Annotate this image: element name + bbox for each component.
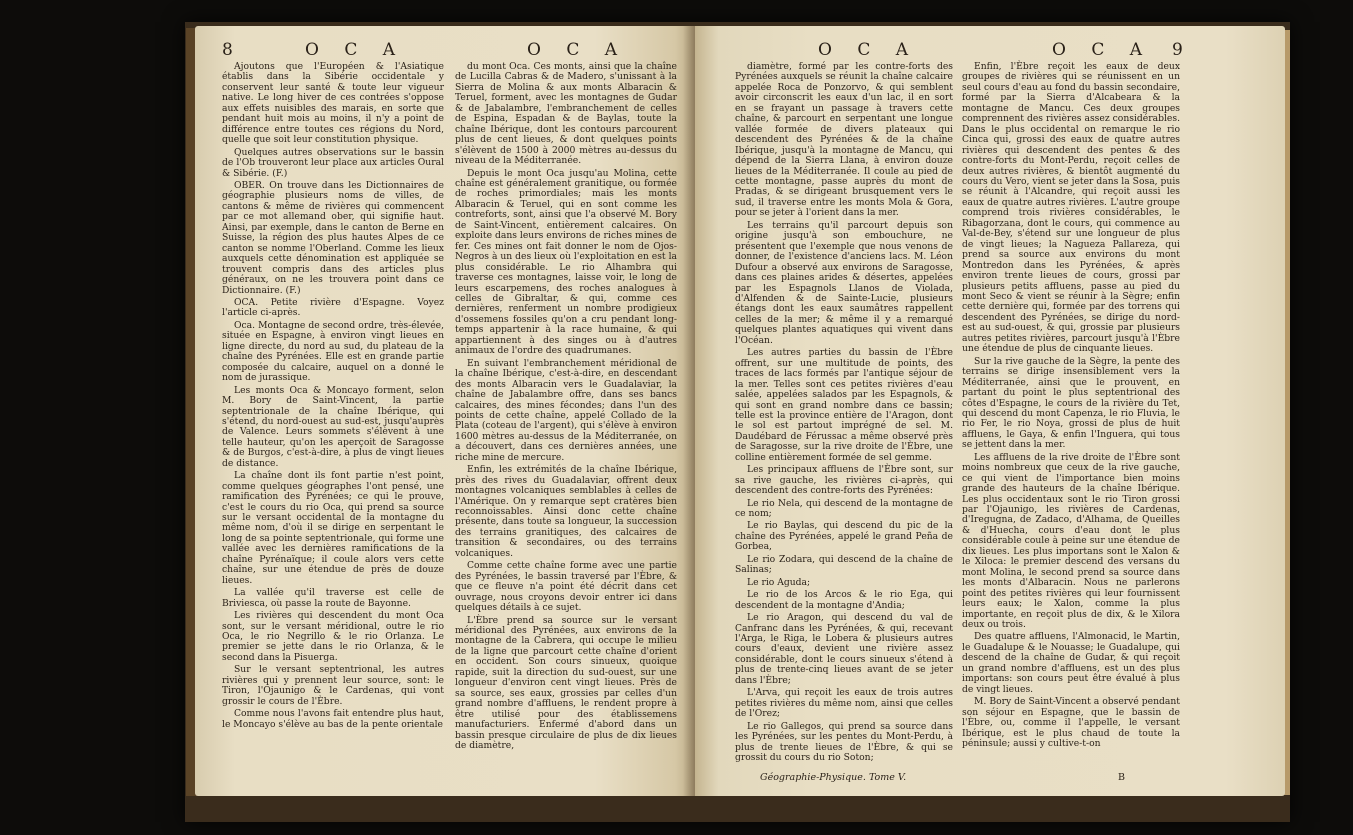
paragraph: Comme nous l'avons fait entendre plus haut, le Moncayo s'élève au bas de la pente orientale xyxy=(222,708,444,730)
left-column-2 xyxy=(455,62,677,753)
paragraph: L'Arva, qui reçoit les eaux de trois autres petites rivières du même nom, ainsi que celles de l'Orez; xyxy=(735,687,953,720)
paragraph: Ajoutons que l'Européen & l'Asiatique établis dans la Sibérie occidentale y conservent leur santé & toute leur vigueur native. Le long hiver de ces contrées s'oppose aux effets nuisibles des marais, en sorte que pendant huit mois au moins, il n'y a point de différence entre toutes ces régions du Nord, quelle que soit leur constitution physique. xyxy=(222,61,444,146)
right-column-1 xyxy=(735,62,953,765)
paragraph: Le rio de los Arcos & le rio Ega, qui descendent de la montagne d'Andia; xyxy=(735,589,953,611)
right-column-2 xyxy=(962,62,1180,751)
page-footer-title: Géographie-Physique. Tome V. xyxy=(760,772,907,783)
paragraph: Le rio Gallegos, qui prend sa source dans les Pyrénées, sur les pentes du Mont-Perdu, à plus de trente lieues de l'Èbre, & qui se grossit du cours du rio Soton; xyxy=(735,720,953,763)
paragraph: Les rivières qui descendent du mont Oca sont, sur le versant méridional, outre le rio Oca, le rio Negrillo & le rio Orlanza. Le premier se jette dans le rio Orlanza, & le second dans la Pisuerga. xyxy=(222,610,444,663)
right-heading-1: O C A xyxy=(818,40,919,60)
paragraph: Les monts Oca & Moncayo forment, selon M. Bory de Saint-Vincent, la partie septentrionale de la chaîne Ibérique, qui s'étend, du nord-ouest au sud-est, jusqu'auprès de Valence. Leurs sommets s'élèvent à une telle hauteur, qu'on les aperçoit de Saragosse & de Burgos, c'est-à-dire, à plus de vingt lieues de distance. xyxy=(222,384,444,469)
right-page-number: 9 xyxy=(1172,40,1183,60)
paragraph: Quelques autres observations sur le bassin de l'Ob trouveront leur place aux articles Oural & Sibérie. (F.) xyxy=(222,146,444,179)
paragraph: OCA. Petite rivière d'Espagne. Voyez l'article ci-après. xyxy=(222,296,444,319)
paragraph: M. Bory de Saint-Vincent a observé pendant son séjour en Espagne, que le bassin de l'Èbre, ou, comme il l'appelle, le versant Ibérique, est le plus chaud de toute la péninsule; aussi y cultive-t-on xyxy=(962,696,1180,749)
right-heading-2: O C A xyxy=(1052,40,1153,60)
paragraph: du mont Oca. Ces monts, ainsi que la chaîne de Lucilla Cabras & de Madero, s'unissant à la Sierra de Molina & aux monts Albaracin & Teruel, forment, avec les montagnes de Gudar & de Jabalambre, l'embranchement de celles de Espina, Espadan & de Baylas, toute la chaîne Ibérique, dont les contours parcourent plus de cent lieues, & dont quelques points s'élèvent de 1500 à 2000 mètres au-dessus du niveau de la Méditerranée. xyxy=(455,61,677,167)
paragraph: Les principaux affluens de l'Èbre sont, sur sa rive gauche, les rivières ci-après, qui descendent des contre-forts des Pyrénées: xyxy=(735,464,953,497)
paragraph: Sur le versant septentrional, les autres rivières qui y prennent leur source, sont: le Tiron, l'Ojaunigo & le Cardenas, qui vont grossir le cours de l'Èbre. xyxy=(222,664,444,707)
paragraph: Enfin, les extrémités de la chaîne Ibérique, près des rives du Guadalaviar, offrent deux montagnes volcaniques semblables à celles de l'Amérique. On y remarque sept cratères bien reconnoissables. Ainsi donc cette chaîne présente, dans toute sa longueur, la succession des terrains granitiques, des calcaires de transition & secondaires, ou des terrains volcaniques. xyxy=(455,464,677,559)
page-signature-mark: B xyxy=(1118,772,1125,783)
left-page-number: 8 xyxy=(222,40,233,60)
paragraph: Des quatre affluens, l'Almonacid, le Martin, le Guadalupe & le Nouasse; le Guadalupe, qui descend de la chaîne de Gudar, & qui reçoit un grand nombre d'affluens, est un des plus importans: son cours peut être évalué à plus de vingt lieues. xyxy=(962,631,1180,695)
paragraph: Enfin, l'Èbre reçoit les eaux de deux groupes de rivières qui se réunissent en un seul cours d'eau au fond du bassin secondaire, formé par la Sierra d'Alcabeara & la montagne de Mancu. Ces deux groupes comprennent des rivières assez considérables. Dans le plus occidental on remarque le rio Cinca qui, grossi des eaux de quatre autres rivières qui descendent des pentes & des contre-forts du Mont-Perdu, reçoit celles de deux autres rivières, & bientôt augmenté du cours du Vero, vient se jeter dans la Sosa, puis se réunit à l'Alcandre, qui reçoit aussi les eaux de quatre autres rivières. L'autre groupe comprend trois rivières considérables, le Ribagorzana, dont le cours, qui commence au Val-de-Bey, s'étend sur une longueur de plus de vingt lieues; la Nagueza Pallareza, qui prend sa source aux environs du mont Montredon dans les Pyrénées, & après environ trente lieues de cours, grossi par plusieurs petits affluens, passe au pied du mont Seco & vient se réunir à la Sègre; enfin cette dernière qui, formée par des torrens qui descendent des Pyrénées, se dirige du nord-est au sud-ouest, & qui, grossie par plusieurs autres petites rivières, parcourt jusqu'à l'Èbre une étendue de plus de cinquante lieues. xyxy=(962,61,1180,355)
paragraph: Les autres parties du bassin de l'Èbre offrent, sur une multitude de points, des traces de lacs formés par l'antique séjour de la mer. Telles sont ces petites rivières d'eau salée, appelées salados par les Espagnols, & qui sont en grand nombre dans ce bassin; telle est la province entière de l'Aragon, dont le sol est partout imprégné de sel. M. Daudébard de Férussac a même observé près de Saragosse, sur la rive droite de l'Èbre, une colline entièrement formée de sel gemme. xyxy=(735,347,953,463)
left-heading-1: O C A xyxy=(305,40,406,60)
left-heading-2: O C A xyxy=(527,40,628,60)
paragraph: La chaîne dont ils font partie n'est point, comme quelques géographes l'ont pensé, une ramification des Pyrénées; ce qui le prouve, c'est le cours du rio Oca, qui prend sa source sur le versant occidental de la montagne du même nom, d'où il se dirige en serpentant le long de sa pointe septentrionale, qui forme une vallée avec les dernières ramifications de la chaîne Pyrénaïque; il coule alors vers cette chaîne, sur une étendue de près de douze lieues. xyxy=(222,470,444,586)
paragraph: Oca. Montagne de second ordre, très-élevée, située en Espagne, à environ vingt lieues en ligne directe, du nord au sud, du plateau de la chaîne des Pyrénées. Elle est en grande partie composée du calcaire, auquel on a donné le nom de jurassique. xyxy=(222,319,444,384)
paragraph: L'Èbre prend sa source sur le versant méridional des Pyrénées, aux environs de la montagne de la Cabrera, qui occupe le milieu de la ligne que parcourt cette chaîne d'orient en occident. Son cours sinueux, quoique rapide, suit la direction du sud-ouest, sur une longueur d'environ cent vingt lieues. Près de sa source, ses eaux, grossies par celles d'un grand nombre d'affluens, le rendent propre à être utilisé pour des établissemens manufacturiers. Enfermé d'abord dans un bassin presque circulaire de plus de dix lieues de diamètre, xyxy=(455,614,677,751)
paragraph: Le rio Baylas, qui descend du pic de la chaîne des Pyrénées, appelé le grand Peña de Gorbea, xyxy=(735,520,953,553)
paragraph: Les affluens de la rive droite de l'Èbre sont moins nombreux que ceux de la rive gauche, ce qui vient de l'importance bien moins grande des hauteurs de la chaîne Ibérique. Les plus occidentaux sont le rio Tiron grossi par l'Ojaunigo, les rivières de Cardenas, d'Iregugna, de Zadaco, d'Alhama, de Queilles & d'Huecha, cours d'eau dont le plus considérable coule à peine sur une étendue de dix lieues. Les plus importans sont le Xalon & le Xiloca: le premier descend des versans du mont Molina, le second prend sa source dans les monts d'Albaracin. Nous ne parlerons point des petites rivières qui leur fournissent leurs eaux; le Xalon, comme la plus importante, en reçoit plus de dix, & le Xilora deux ou trois. xyxy=(962,451,1180,631)
left-column-1 xyxy=(222,62,444,732)
paragraph: Le rio Aragon, qui descend du val de Canfranc dans les Pyrénées, & qui, recevant l'Arga, le Riga, le Lobera & plusieurs autres cours d'eaux, devient une rivière assez considérable, dont le cours sinueux s'étend à plus de trente-cinq lieues avant de se jeter dans l'Èbre; xyxy=(735,612,953,686)
paragraph: Sur la rive gauche de la Sègre, la pente des terrains se dirige insensiblement vers la Méditerranée, ainsi que le prouvent, en partant du point le plus septentrional des côtes d'Espagne, le cours de la rivière du Tet, qui descend du mont Capenza, le rio Fluvia, le rio Fer, le rio Noya, grossi de plus de huit affluens, le Gaya, & enfin l'Inguera, qui tous se jettent dans la mer. xyxy=(962,355,1180,451)
paragraph: diamètre, formé par les contre-forts des Pyrénées auxquels se réunit la chaîne calcaire appelée Roca de Ponzorvo, & qui semblent avoir circonscrit les eaux d'un lac, il en sort en se frayant un passage à travers cette chaîne, & parcourt en serpentant une longue vallée formée de divers plateaux qui descendent des Pyrénées & de la chaîne Ibérique, jusqu'à la montagne de Mancu, qui dépend de la Sierra Llana, à environ douze lieues de la Méditerranée. Il coule au pied de cette montagne, passe auprès du mont de Pradas, & se dirigeant brusquement vers le sud, il traverse entre les monts Mola & Gora, pour se jeter à l'orient dans la mer. xyxy=(735,61,953,219)
paragraph: Le rio Aguda; xyxy=(747,576,811,588)
paragraph: Depuis le mont Oca jusqu'au Molina, cette chaîne est généralement granitique, ou formée de roches primordiales; mais les monts Albaracin & Teruel, qui en sont comme les contreforts, sont, ainsi que l'a observé M. Bory de Saint-Vincent, entièrement calcaires. On exploite dans leurs environs de riches mines de fer. Ces mines ont fait donner le nom de Ojos-Negros à un des lieux où l'exploitation en est la plus considérable. Le rio Alhambra qui traverse ces montagnes, laisse voir, le long de leurs escarpemens, des roches analogues à celles de Gibraltar, & qui, comme ces dernières, renferment un nombre prodigieux d'ossemens fossiles qu'on a cru pendant long-temps appartenir à la race humaine, & qui appartiennent à des singes ou à d'autres animaux de l'ordre des quadrumanes. xyxy=(455,167,677,357)
paragraph: OBER. On trouve dans les Dictionnaires de géographie plusieurs noms de villes, de cantons & même de rivières qui commencent par ce mot allemand ober, qui signifie haut. Ainsi, par exemple, dans le canton de Berne en Suisse, la région des plus hautes Alpes de ce canton se nomme l'Oberland. Comme les lieux auxquels cette dénomination est appliquée se trouvent compris dans des articles plus généraux, on ne les trouvera point dans ce Dictionnaire. (F.) xyxy=(222,179,444,296)
paragraph: Les terrains qu'il parcourt depuis son origine jusqu'à son embouchure, ne présentent que l'exemple que nous venons de donner, de l'existence d'anciens lacs. M. Léon Dufour a observé aux environs de Saragosse, dans ces plaines arides & désertes, appelées par les Espagnols Llanos de Violada, d'Alfenden & de Sainte-Lucie, plusieurs étangs dont les eaux saumâtres rappellent celles de la mer; & même il y a remarqué quelques plantes aquatiques qui vivent dans l'Océan. xyxy=(735,219,953,346)
paragraph: Le rio Zodara, qui descend de la chaîne de Salinas; xyxy=(735,553,953,576)
paragraph: La vallée qu'il traverse est celle de Briviesca, où passe la route de Bayonne. xyxy=(222,587,444,609)
paragraph: En suivant l'embranchement méridional de la chaîne Ibérique, c'est-à-dire, en descendant des monts Albaracin vers le Guadalaviar, la chaîne de Jabalambre offre, dans ses bancs calcaires, des mines fécondes; dans l'un des points de cette chaîne, appelé Collado de la Plata (coteau de l'argent), qui s'élève à environ 1600 mètres au-dessus de la Méditerranée, on a découvert, dans ces dernières années, une riche mine de mercure. xyxy=(455,357,677,463)
paragraph: Le rio Nela, qui descend de la montagne de ce nom; xyxy=(735,497,953,520)
paragraph: Comme cette chaîne forme avec une partie des Pyrénées, le bassin traversé par l'Èbre, & que ce fleuve n'a point été décrit dans cet ouvrage, nous croyons devoir entrer ici dans quelques détails à ce sujet. xyxy=(455,560,677,614)
